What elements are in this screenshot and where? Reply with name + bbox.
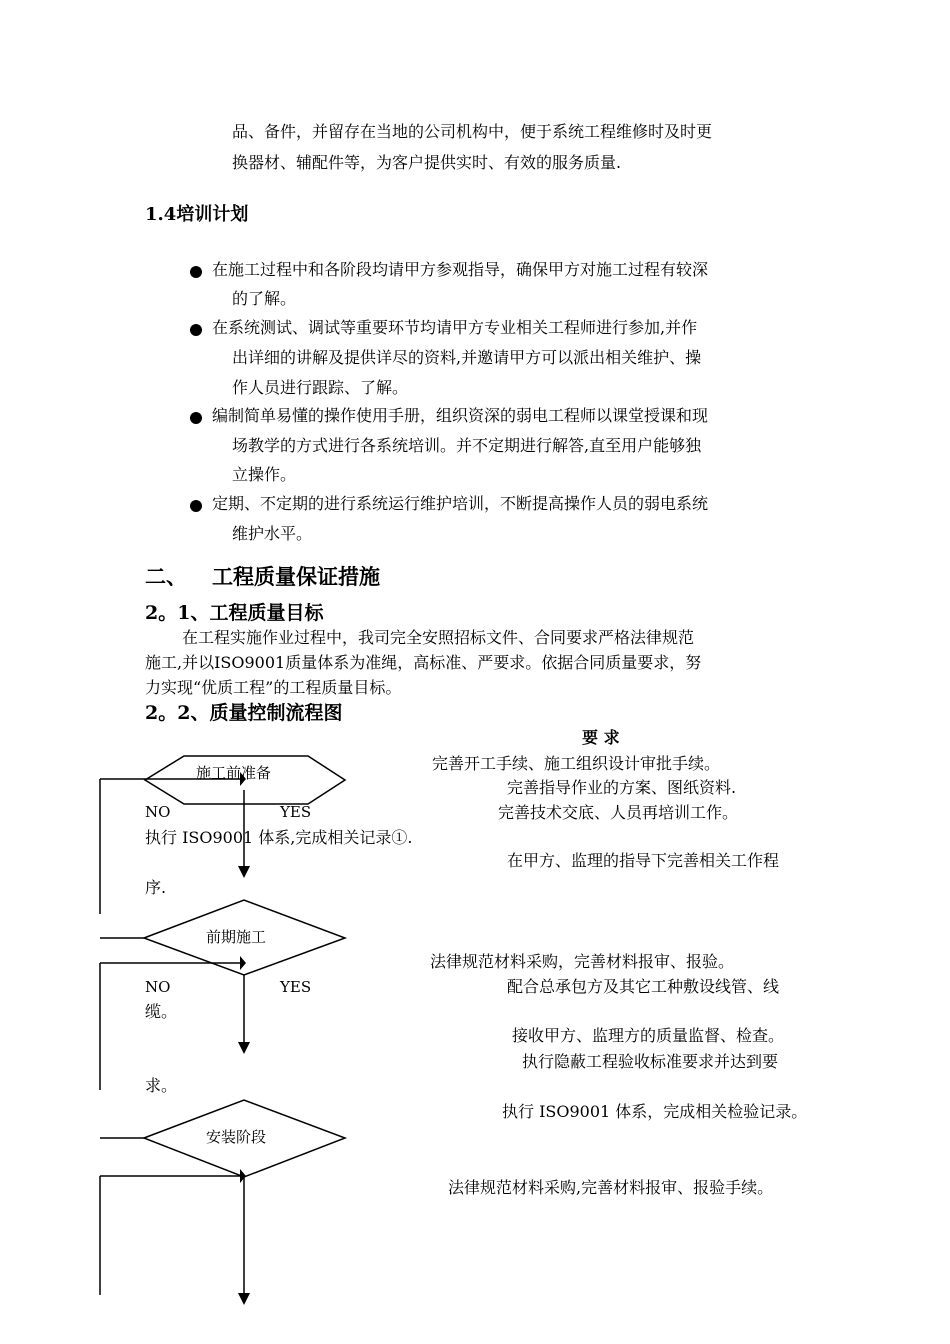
- arrow-right: [240, 956, 246, 970]
- stage-1-req-2: 完善指导作业的方案、图纸资料.: [507, 778, 737, 797]
- bullet-2-line-2: 出详细的讲解及提供详尽的资料,并邀请甲方可以派出相关维护、操: [232, 348, 702, 367]
- stage-2-req-1: 法律规范材料采购，完善材料报审、报验。: [430, 952, 735, 971]
- stage-2-req-4-cont: 求。: [145, 1076, 178, 1095]
- bullet-3-line-1: 编制简单易懂的操作使用手册，组织资深的弱电工程师以课堂授课和现: [212, 406, 709, 425]
- stage-1-label: 施工前准备: [196, 764, 272, 782]
- bullet-2-line-3: 作人员进行跟踪、了解。: [232, 378, 409, 397]
- stage-1-no-label: NO: [145, 803, 171, 821]
- section-1-4-title: 1.4培训计划: [145, 204, 249, 225]
- stage-2-label: 前期施工: [206, 928, 267, 946]
- arrow-down: [238, 1042, 250, 1054]
- stage-3-label: 安装阶段: [206, 1128, 267, 1146]
- bullet-2-line-1: 在系统测试、调试等重要环节均请甲方专业相关工程师进行参加,并作: [212, 318, 698, 337]
- stage-2-req-2: 配合总承包方及其它工种敷设线管、线: [507, 977, 780, 996]
- bullet-1-line-2: 的了解。: [232, 289, 297, 308]
- top-para-line-2: 换器材、辅配件等，为客户提供实时、有效的服务质量.: [232, 153, 622, 172]
- stage-2-no-label: NO: [145, 978, 171, 996]
- section-2-number: 二、: [145, 564, 187, 589]
- section-2-1-title: 2。1、工程质量目标: [145, 602, 324, 624]
- stage-1-req-3: 完善技术交底、人员再培训工作。: [498, 803, 739, 822]
- stage-2-req-3: 接收甲方、监理方的质量监督、检查。: [512, 1026, 785, 1045]
- bullet-4-line-1: 定期、不定期的进行系统运行维护培训，不断提高操作人员的弱电系统: [212, 494, 709, 513]
- arrow-down: [238, 1293, 250, 1305]
- stage-1-req-1: 完善开工手续、施工组织设计审批手续。: [432, 754, 721, 773]
- stage-3-req-1: 法律规范材料采购,完善材料报审、报验手续。: [448, 1178, 774, 1197]
- bullet-3-line-2: 场教学的方式进行各系统培训。并不定期进行解答,直至用户能够独: [232, 436, 702, 455]
- bullet-1-line-1: 在施工过程中和各阶段均请甲方参观指导，确保甲方对施工过程有较深: [212, 260, 709, 279]
- bullet-3-line-3: 立操作。: [232, 465, 297, 484]
- section-2-title: 工程质量保证措施: [212, 564, 380, 589]
- section-2-1-line-3: 力实现“优质工程”的工程质量目标。: [145, 678, 402, 697]
- stage-2-req-5: 执行 ISO9001 体系，完成相关检验记录。: [502, 1102, 808, 1121]
- arrow-down: [238, 866, 250, 878]
- section-2-2-title: 2。2、质量控制流程图: [145, 702, 343, 724]
- bullet-4-line-2: 维护水平。: [232, 524, 313, 543]
- requirements-header: 要 求: [582, 728, 620, 747]
- stage-1-record: 执行 ISO9001 体系,完成相关记录①.: [145, 828, 413, 847]
- top-para-line-1: 品、备件，并留存在当地的公司机构中，便于系统工程维修时及时更: [232, 122, 713, 141]
- section-2-1-line-1: 在工程实施作业过程中，我司完全安照招标文件、合同要求严格法律规范: [182, 628, 695, 647]
- arrow-right: [240, 1169, 246, 1183]
- stage-1-supervise-cont: 序.: [145, 878, 167, 897]
- stage-1-yes-label: YES: [280, 803, 312, 821]
- stage-1-supervise: 在甲方、监理的指导下完善相关工作程: [507, 851, 780, 870]
- stage-2-req-2-cont: 缆。: [145, 1002, 178, 1021]
- stage-2-req-4: 执行隐蔽工程验收标准要求并达到要: [522, 1052, 779, 1071]
- stage-2-yes-label: YES: [280, 978, 312, 996]
- section-2-1-line-2: 施工,并以ISO9001质量体系为准绳，高标准、严要求。依据合同质量要求，努: [145, 653, 702, 672]
